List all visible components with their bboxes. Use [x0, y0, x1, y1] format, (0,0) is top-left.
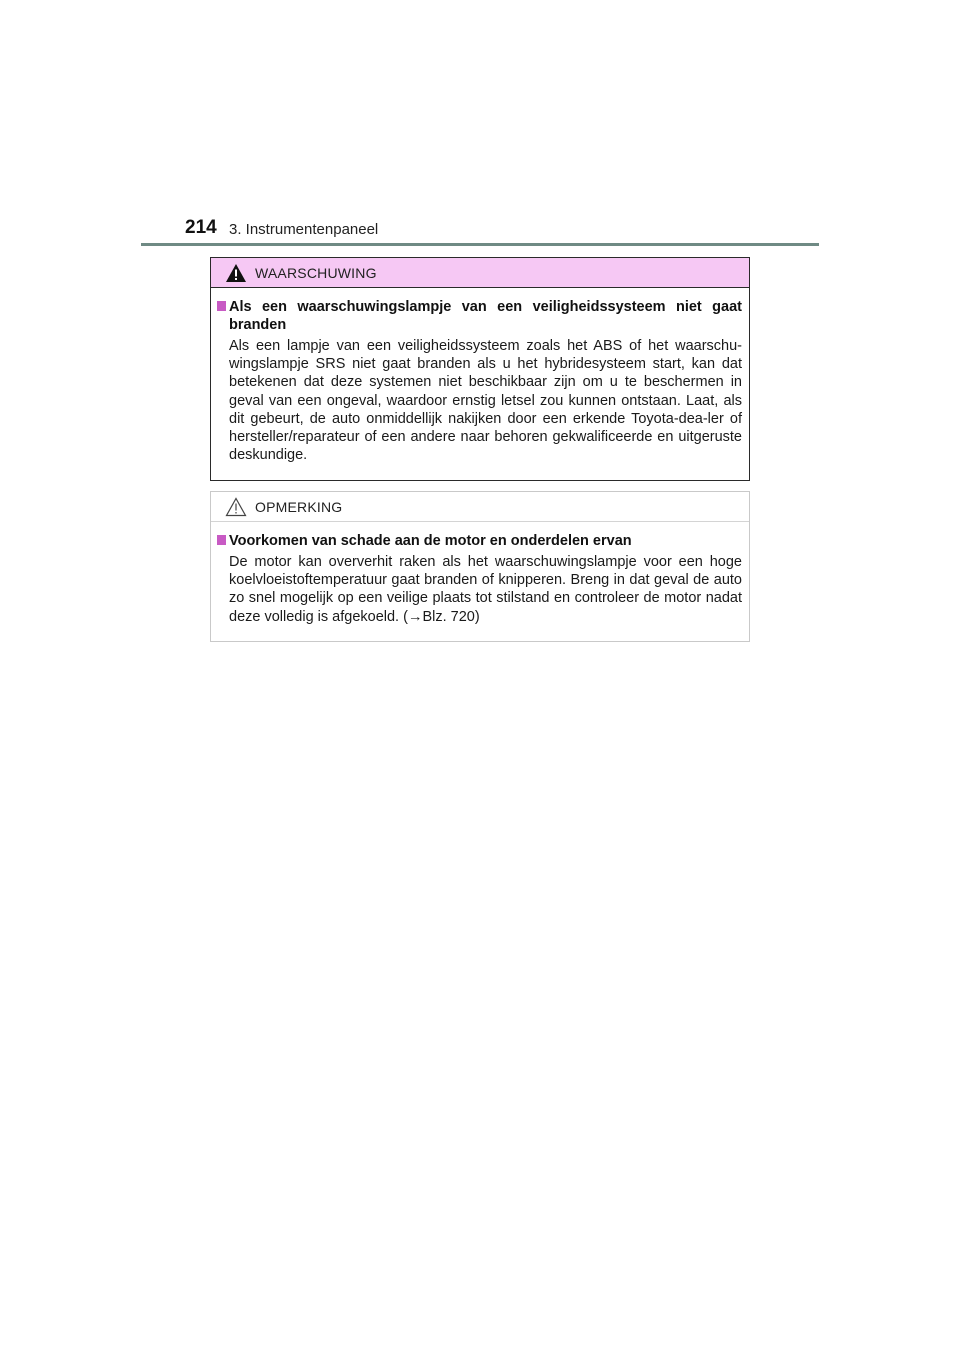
note-box: [210, 491, 750, 642]
warning-item: [217, 298, 742, 464]
warning-item-title: Als een waarschuwingslampje van een veiligheidssysteem niet gaat branden: [229, 299, 742, 333]
page-number: 214: [185, 217, 217, 238]
warning-box-body: [211, 288, 749, 464]
section-title: 3. Instrumentenpaneel: [229, 221, 379, 238]
note-item-text: De motor kan oververhit raken als het waarschuwingslampje voor een hoge koelvloeistoftemperatuur gaat branden of knipperen. Breng in dat geval de auto zo snel mogelijk op een veilige plaats tot stilstand en controleer de motor nadat deze volledig is afgekoeld. (→Blz. 720): [229, 554, 742, 625]
warning-triangle-icon: [225, 263, 247, 283]
note-label: OPMERKING: [255, 499, 343, 515]
warning-box: [210, 257, 750, 481]
square-bullet-icon: [217, 301, 226, 311]
note-box-header: [211, 492, 749, 522]
warning-box-header: [211, 258, 749, 288]
header-divider: [141, 243, 819, 246]
note-box-body: [211, 522, 749, 626]
note-item-title: Voorkomen van schade aan de motor en onderdelen ervan: [229, 533, 632, 549]
note-item: [217, 532, 742, 626]
page-header: [141, 215, 819, 245]
warning-label: WAARSCHUWING: [255, 265, 377, 281]
warning-item-text: Als een lampje van een veiligheidssysteem zoals het ABS of het waarschu-wingslampje SRS niet gaat branden als u het hybridesysteem start, kan dat betekenen dat deze systemen niet beschikbaar zijn om u te beschermen in geval van een ongeval, waardoor ernstig letsel zou kunnen ontstaan. Laat, als dit gebeurt, de auto onmiddellijk nakijken door een erkende Toyota-dea-ler of hersteller/reparateur of een andere naar behoren gekwalificeerde en uitgeruste deskundige.: [229, 338, 742, 464]
caution-triangle-icon: [225, 497, 247, 517]
square-bullet-icon: [217, 535, 226, 545]
